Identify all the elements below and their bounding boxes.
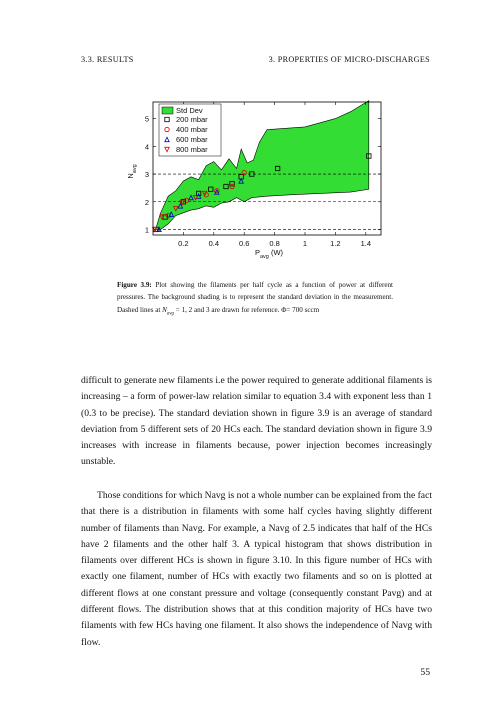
body-paragraph-1: difficult to generate new filaments i.e the power required to generate additional filaments is increasing – a form of power-law relation similar to equation 3.4 with exponent less than 1 (0.3 to be precise). The standard deviation shown in figure 3.9 is an average of standard deviation from 5 different sets of 20 HCs each. The standard deviation shown in figure 3.9 increases with increase in filaments because, power injection becomes increasingly unstable.	[81, 375, 432, 468]
x-tick-label: 1.4	[360, 239, 372, 248]
x-tick-label: 0.4	[208, 239, 220, 248]
header-section-left: 3.3. RESULTS	[81, 55, 134, 64]
running-header	[81, 55, 430, 67]
y-tick-label: 5	[144, 114, 149, 124]
x-axis-label: $P_{avg}$ (W)	[254, 248, 284, 260]
y-tick-label: 1	[144, 225, 149, 235]
legend-label: 400 mbar	[176, 125, 208, 134]
figure-3-9-chart	[115, 95, 385, 267]
legend-swatch-std-dev	[162, 107, 173, 114]
header-chapter-right: 3. PROPERTIES OF MICRO-DISCHARGES	[268, 55, 430, 64]
x-tick-label: 0.6	[238, 239, 250, 248]
caption-math: N	[162, 305, 167, 314]
caption-label: Figure 3.9:	[117, 281, 152, 289]
y-tick-label: 4	[144, 142, 149, 152]
x-tick-label: 0.2	[178, 239, 189, 248]
caption-text-after: = 1, 2 and 3 are drawn for reference. Φ= 700 sccm	[174, 305, 320, 314]
x-tick-label: 1.2	[330, 239, 341, 248]
x-tick-label: 0.8	[269, 239, 280, 248]
y-tick-label: 3	[144, 170, 149, 180]
x-tick-label: 1	[302, 239, 308, 248]
legend-label: 600 mbar	[176, 135, 208, 144]
page-number: 55	[420, 667, 430, 678]
legend-label-std-dev: Std Dev	[176, 106, 203, 115]
caption-text-before: Plot showing the filaments per half cycle as a function of power at different pressures. The background shading is to represent the standard deviation in the measurement. Dashed lines at	[117, 281, 393, 314]
y-axis-label: $N_{avg}$	[126, 164, 138, 179]
legend-label: 200 mbar	[176, 115, 208, 124]
legend-label: 800 mbar	[176, 145, 208, 154]
y-tick-label: 2	[144, 197, 149, 207]
figure-caption	[117, 279, 393, 321]
body-paragraph-2: Those conditions for which Navg is not a whole number can be explained from the fact that there is a distribution in filaments with some half cycles having slightly different number of filaments than Navg. For example, a Navg of 2.5 indicates that half of the HCs have 2 filaments and the other half 3. A typical histogram that shows distribution in filaments over different HCs is shown in figure 3.10. In this figure number of HCs with exactly one filament, number of HCs with exactly two filaments and so on is plotted at different flows at one constant pressure and voltage (consequently constant Pavg) and at different flows. The distribution shows that at this condition majority of HCs have two filaments with few HCs having one filament. It also shows the independence of Navg with flow.	[81, 490, 432, 648]
caption-math-sub: avg	[166, 311, 175, 317]
